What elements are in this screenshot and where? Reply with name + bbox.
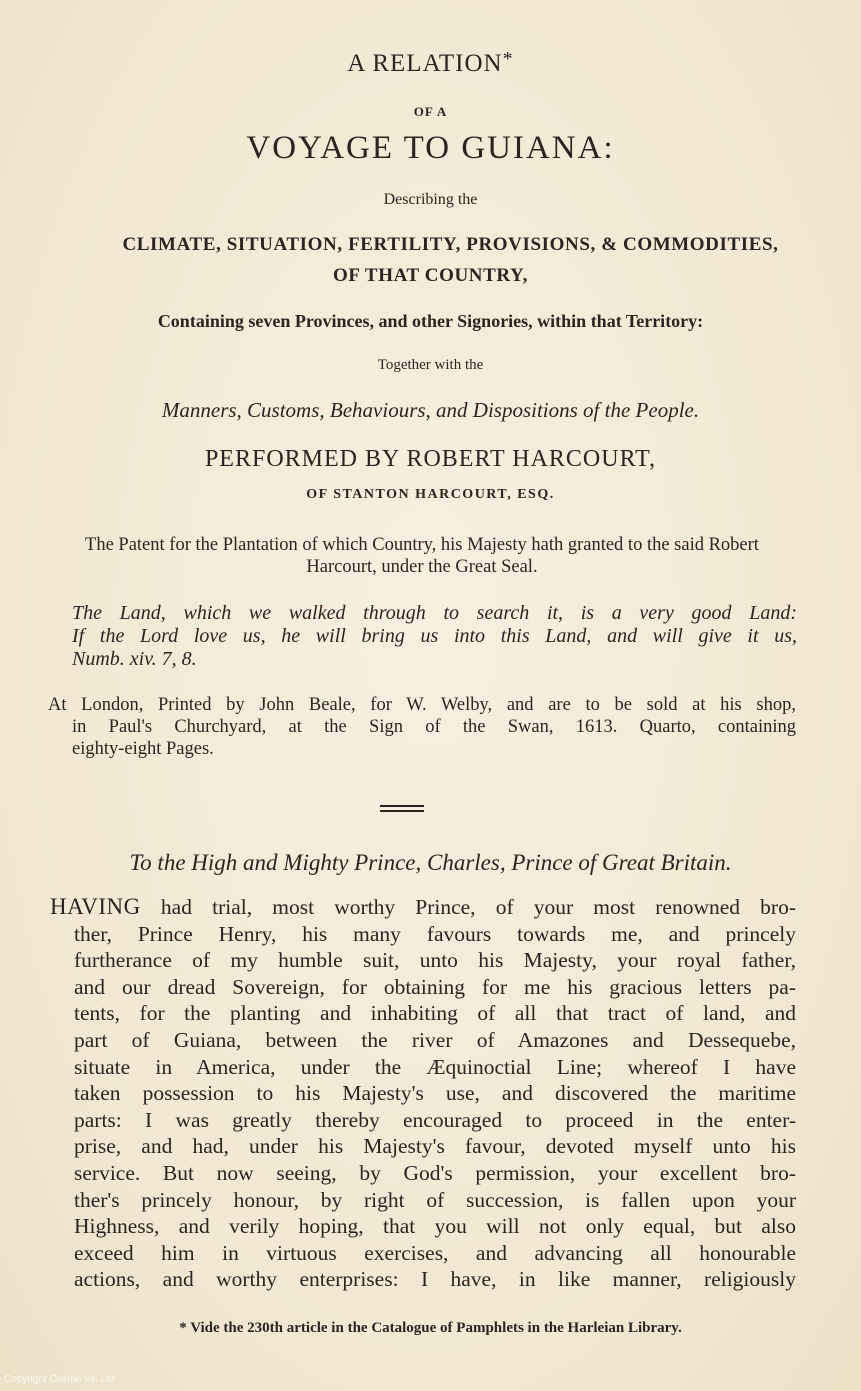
together-line: Together with the	[377, 357, 484, 373]
imprint-line: in Paul's Churchyard, at the Sign of the Swan, 1613. Quarto, containing	[72, 717, 796, 737]
subtitle-line-1: CLIMATE, SITUATION, FERTILITY, PROVISIONS, & COMMODITIES,	[122, 234, 779, 255]
subtitle	[0, 229, 861, 291]
body-line: situate in America, under the Æquinoctial Line; whereof I have	[74, 1054, 796, 1079]
title-of-a: OF A	[413, 104, 448, 119]
imprint-line: eighty-eight Pages.	[72, 739, 214, 759]
title-line-1	[0, 48, 861, 78]
subtitle-line-2: OF THAT COUNTRY,	[333, 265, 528, 286]
section-divider	[380, 805, 424, 815]
imprint	[48, 694, 796, 760]
body-line: taken possession to his Majesty's use, and discovered the maritime	[74, 1081, 796, 1106]
body-line: tents, for the planting and inhabiting of all that tract of land, and	[74, 1001, 796, 1026]
quote-line: The Land, which we walked through to search it, is a very good Land:	[72, 602, 797, 624]
body-line: furtherance of my humble suit, unto his Majesty, your royal father,	[74, 948, 796, 973]
quote-reference: Numb. xiv. 7, 8.	[72, 648, 197, 670]
title-relation: A RELATION	[347, 50, 503, 77]
scripture-quote	[72, 602, 797, 671]
body-line: exceed him in virtuous exercises, and advancing all honourable	[74, 1240, 796, 1265]
body-line: ther's princely honour, by right of succession, is fallen upon your	[74, 1187, 796, 1212]
body-line: part of Guiana, between the river of Amazones and Dessequebe,	[74, 1027, 796, 1052]
patent-note: The Patent for the Plantation of which Country, his Majesty hath granted to the said Robert Harcourt, under the Great Seal.	[85, 535, 759, 577]
author-place: OF STANTON HARCOURT, ESQ.	[306, 487, 555, 502]
quote-line: If the Lord love us, he will bring us into this Land, and will give it us,	[72, 625, 797, 647]
body-line: Highness, and verily hoping, that you will not only equal, but also	[74, 1214, 796, 1239]
body-line: ther, Prince Henry, his many favours towards me, and princely	[74, 921, 796, 946]
footnote: * Vide the 230th article in the Catalogue of Pamphlets in the Harleian Library.	[179, 1320, 682, 1336]
body-line: and our dread Sovereign, for obtaining for me his gracious letters pa-	[74, 974, 796, 999]
footnote-marker: *	[502, 48, 514, 70]
body-line: parts: I was greatly thereby encouraged to proceed in the enter-	[74, 1107, 796, 1132]
body-line: prise, and had, under his Majesty's favour, devoted myself unto his	[74, 1134, 796, 1159]
body-paragraph	[50, 894, 797, 1293]
drop-word: HAVING	[50, 894, 141, 919]
copyright-watermark: Copyright Cosmo Int. Ltd	[4, 1374, 115, 1385]
title-voyage: VOYAGE TO GUIANA:	[246, 130, 615, 166]
manners-line: Manners, Customs, Behaviours, and Dispositions of the People.	[161, 398, 700, 422]
performed-by: PERFORMED BY ROBERT HARCOURT,	[204, 446, 657, 472]
imprint-line: At London, Printed by John Beale, for W. Welby, and are to be sold at his shop,	[48, 695, 796, 715]
containing-line: Containing seven Provinces, and other Signories, within that Territory:	[157, 311, 704, 331]
body-line: actions, and worthy enterprises: I have, in like manner, religiously	[74, 1267, 796, 1292]
dedication-heading: To the High and Mighty Prince, Charles, Prince of Great Britain.	[129, 850, 732, 875]
body-line-text: had trial, most worthy Prince, of your most renowned bro-	[160, 895, 797, 919]
body-line	[50, 894, 797, 921]
body-line: service. But now seeing, by God's permission, your excellent bro-	[74, 1160, 796, 1185]
describing-line: Describing the	[383, 191, 478, 208]
